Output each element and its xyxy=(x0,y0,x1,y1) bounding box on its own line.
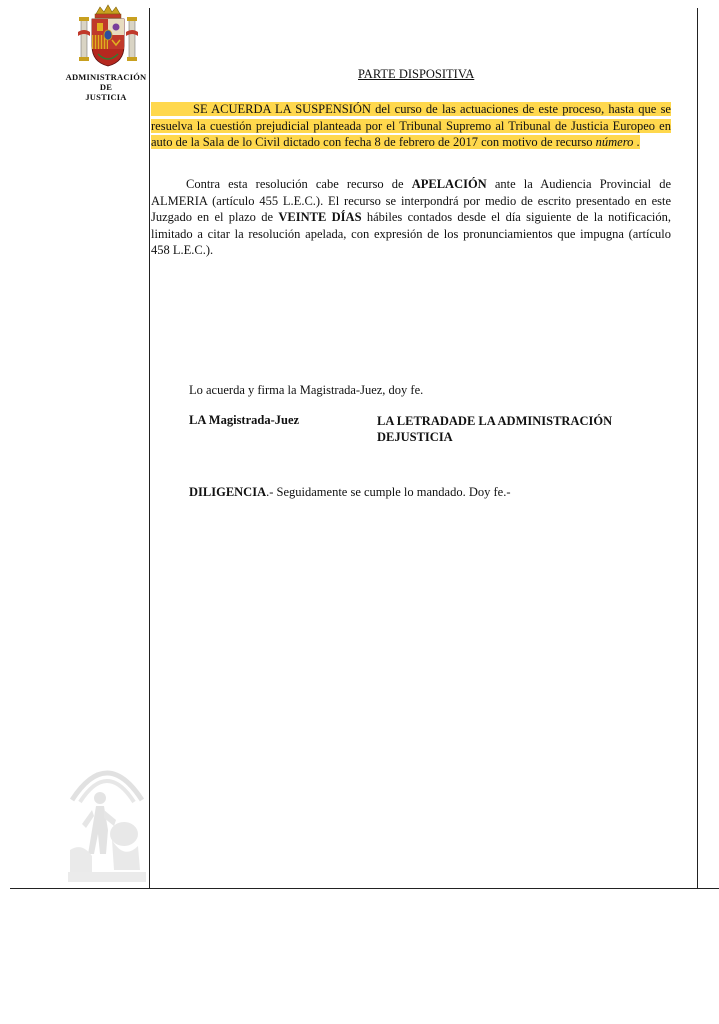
clerk-signature-line-2: DEJUSTICIA xyxy=(377,430,453,444)
diligencia-label: DILIGENCIA xyxy=(189,485,267,499)
org-line-1: ADMINISTRACIÓN xyxy=(65,72,147,82)
diligencia-line xyxy=(189,485,510,500)
spanish-coat-of-arms-icon xyxy=(76,4,140,70)
clerk-signature-line-1: LA LETRADADE LA ADMINISTRACIÓN xyxy=(377,414,613,428)
org-line-2: DE xyxy=(99,82,113,92)
clerk-signature-label xyxy=(377,413,612,445)
suspension-lead: SE ACUERDA LA SUSPENSIÓN xyxy=(193,102,371,116)
suspension-paragraph xyxy=(151,101,671,151)
judge-signature-label: LA Magistrada-Juez xyxy=(189,413,300,427)
left-margin-rule xyxy=(149,8,150,889)
junta-andalucia-hercules-watermark-icon xyxy=(66,750,148,886)
org-line-3: JUSTICIA xyxy=(85,92,127,102)
appeal-text-e: hábiles contados desde el día siguiente de la notificación, limitado a citar la resolución apelada, con expresión de los pronunciamientos que impugna (artículo 458 L.E.C.). xyxy=(151,210,671,257)
appeal-text-a: Contra esta resolución cabe recurso de xyxy=(186,177,412,191)
appeal-deadline: VEINTE DÍAS xyxy=(278,210,362,224)
appeal-type: APELACIÓN xyxy=(411,177,487,191)
bottom-rule xyxy=(10,888,719,889)
highlighted-text xyxy=(151,102,671,149)
numero-placeholder: número xyxy=(595,135,634,149)
right-margin-rule xyxy=(697,8,698,889)
signature-statement: Lo acuerda y firma la Magistrada-Juez, doy fe. xyxy=(189,383,424,397)
diligencia-text: .- Seguidamente se cumple lo mandado. Doy fe.- xyxy=(266,485,511,499)
appeal-paragraph xyxy=(151,176,671,259)
suspension-end: . xyxy=(633,135,640,149)
appeal-text-c: ante la Audiencia Provincial de ALMERIA (artículo 455 L.E.C.). El recurso se interpondrá por medio de escrito presentado en este Juzgado en el plazo de xyxy=(151,177,671,224)
organization-name xyxy=(63,72,149,102)
section-title: PARTE DISPOSITIVA xyxy=(358,67,475,81)
suspension-body: del curso de las actuaciones de este proceso, hasta que se resuelva la cuestión prejudicial planteada por el Tribunal Supremo al Tribunal de Justicia Europeo en auto de la Sala de lo Civil dictado con fecha 8 de febrero de 2017 con motivo de recurso xyxy=(151,102,671,149)
